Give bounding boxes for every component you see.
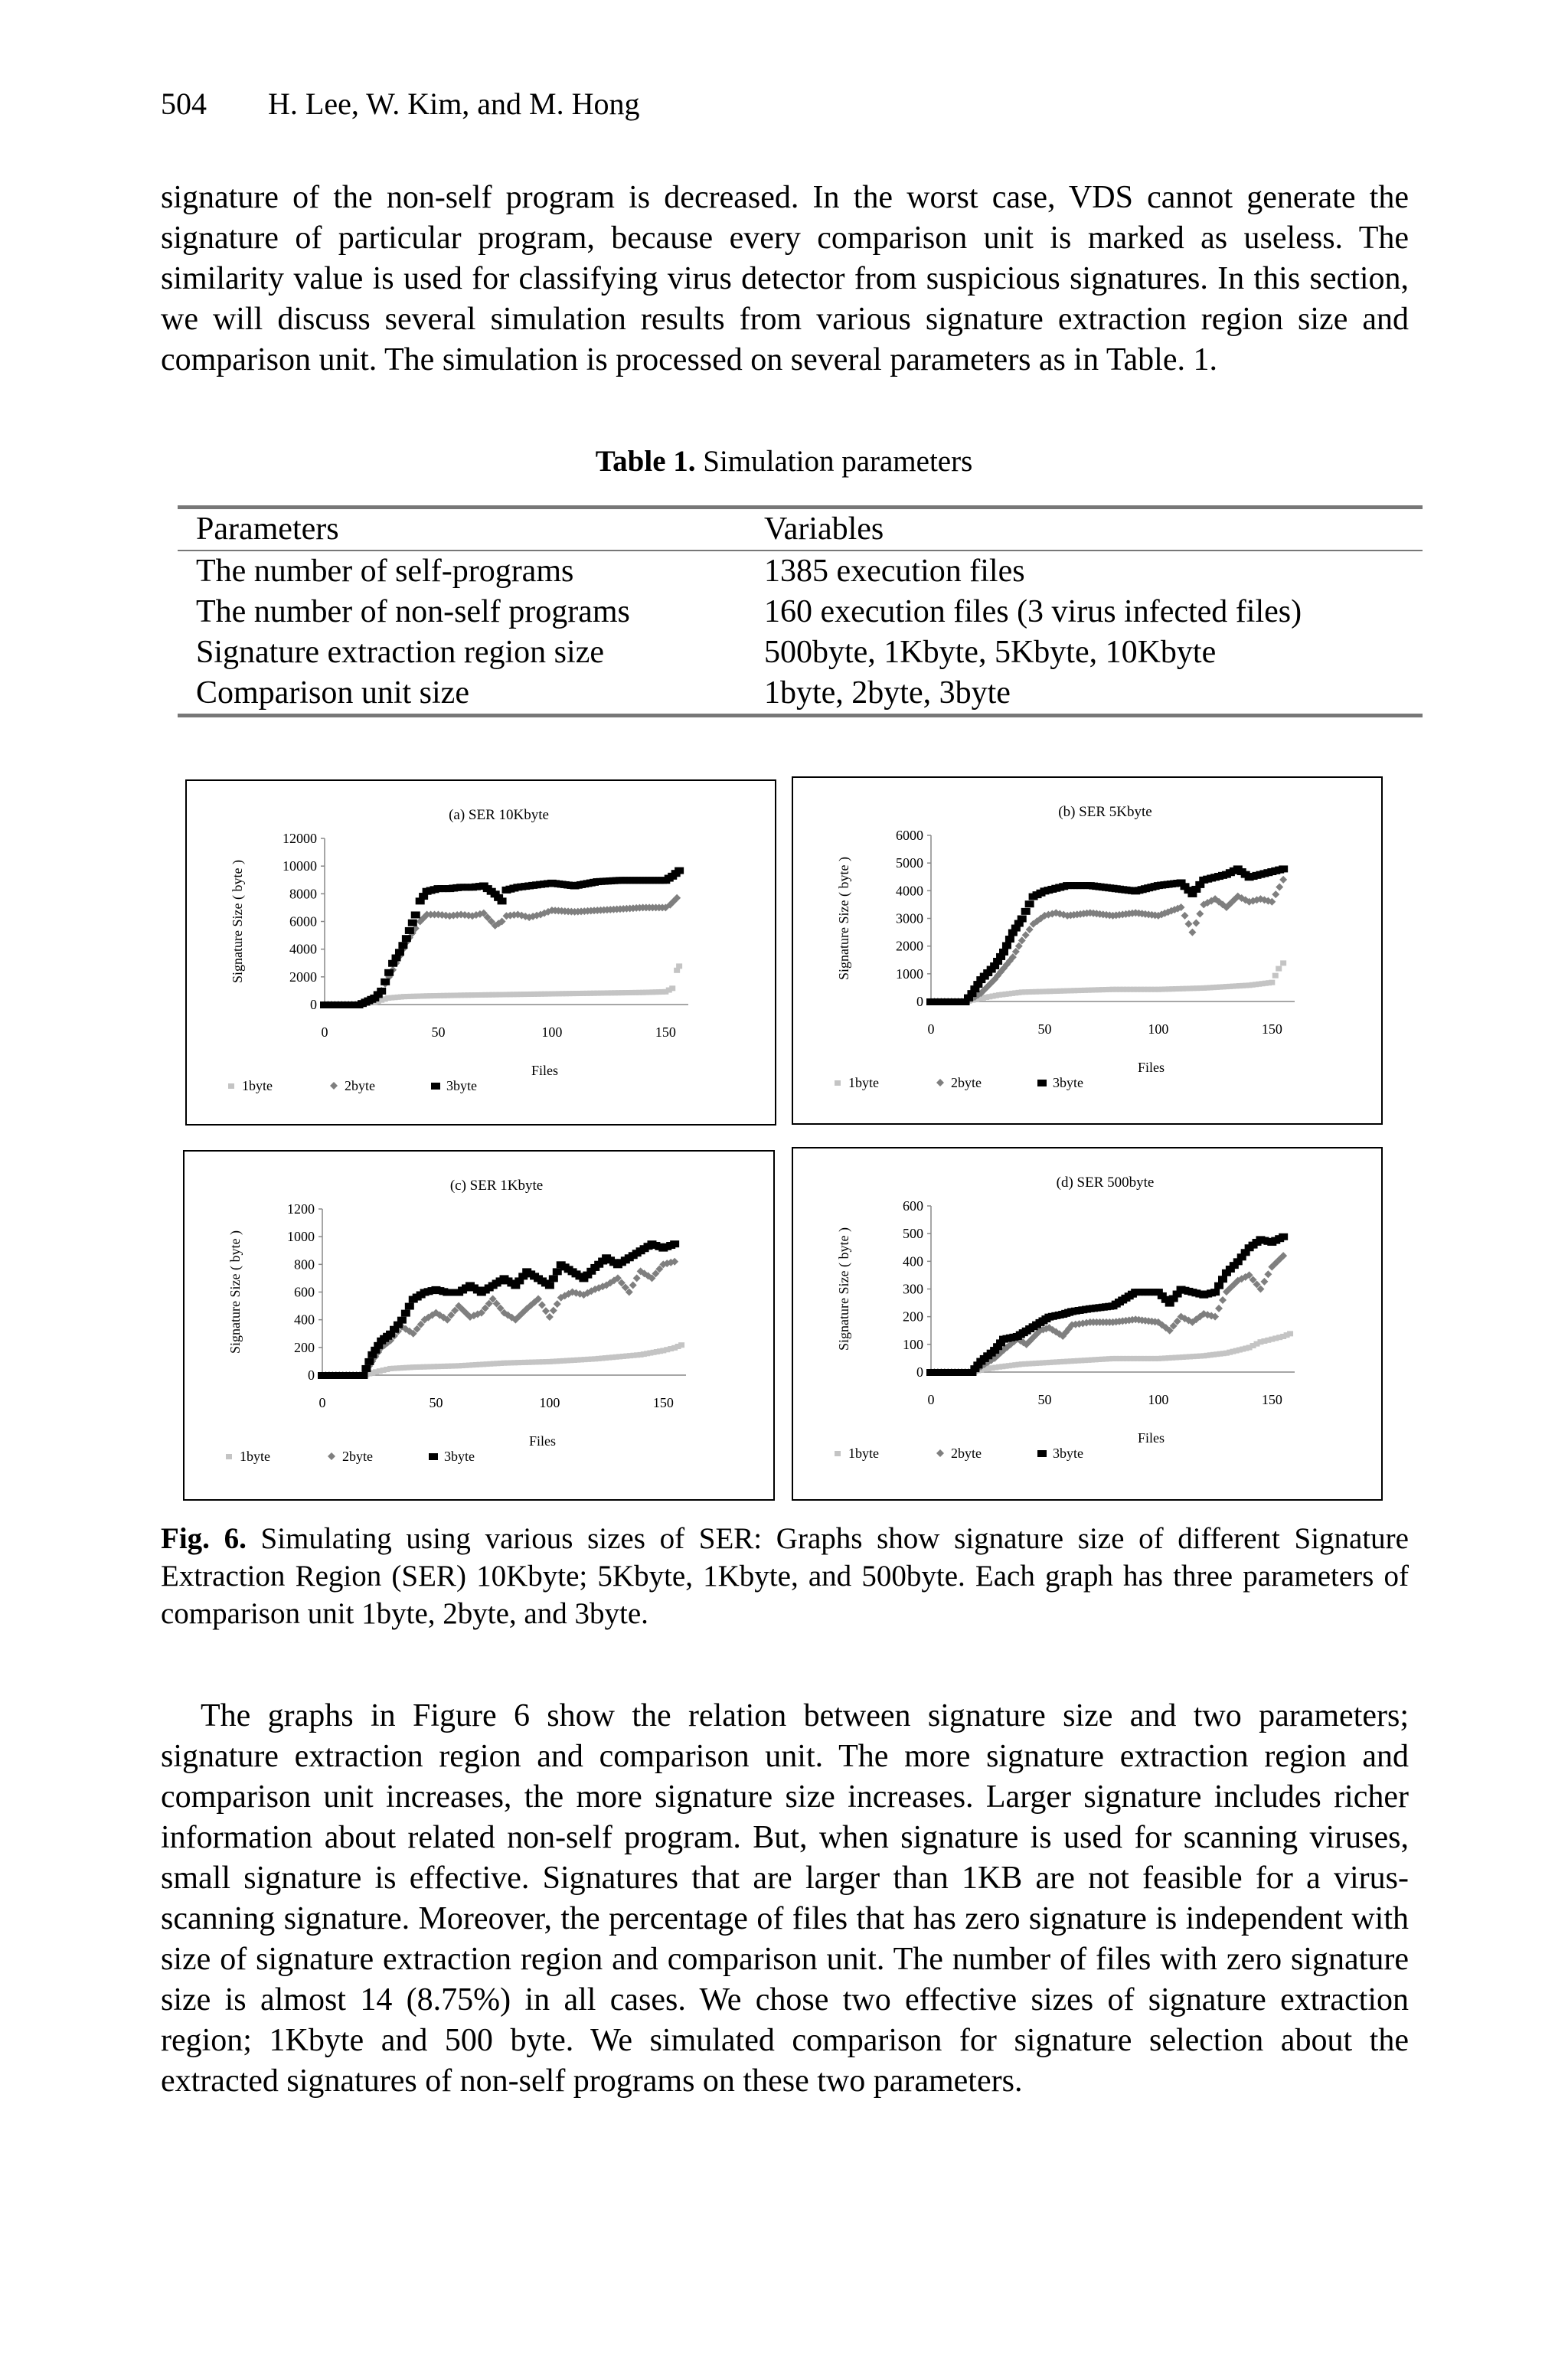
y-tick-label: 0 bbox=[310, 997, 317, 1012]
marker-2byte bbox=[629, 1281, 637, 1289]
marker-2byte bbox=[1219, 1296, 1227, 1304]
legend-item bbox=[431, 1078, 477, 1093]
x-axis-label: Files bbox=[531, 1063, 559, 1078]
x-tick-label: 0 bbox=[318, 1395, 326, 1410]
y-tick-label: 600 bbox=[294, 1284, 315, 1300]
chart-svg bbox=[793, 778, 1381, 1123]
x-tick-label: 150 bbox=[655, 1024, 676, 1040]
legend-item bbox=[226, 1449, 270, 1464]
x-tick-label: 0 bbox=[927, 1392, 935, 1407]
marker-2byte bbox=[1215, 1305, 1223, 1312]
table-cell: Signature extraction region size bbox=[196, 635, 604, 670]
paragraph-text: signature of the non-self program is decreased. In the worst case, VDS cannot generate the signature of particular program, because every comparison unit is marked as useless. The similarity value is used for classifying virus detector from suspicious signatures. In this section, we will discuss several simulation results from various signature extraction region size and comparison unit. The simulation is processed on several parameters as in Table. 1. bbox=[161, 180, 1409, 377]
marker-2byte bbox=[554, 1300, 561, 1308]
table-cell: Comparison unit size bbox=[196, 675, 469, 711]
marker-2byte bbox=[1184, 920, 1192, 928]
x-axis-label: Files bbox=[1137, 1060, 1165, 1075]
marker-3byte bbox=[381, 979, 390, 985]
marker-2byte bbox=[1022, 931, 1030, 939]
x-tick-label: 150 bbox=[1261, 1021, 1282, 1037]
table-row bbox=[178, 592, 1423, 632]
marker-2byte bbox=[1264, 1270, 1272, 1278]
marker-3byte bbox=[1214, 1282, 1223, 1289]
y-tick-label: 6000 bbox=[289, 913, 317, 930]
marker-2byte bbox=[936, 1079, 944, 1086]
table-cell: 500byte, 1Kbyte, 5Kbyte, 10Kbyte bbox=[764, 635, 1217, 670]
marker-3byte bbox=[1025, 900, 1034, 907]
paragraph-text: The graphs in Figure 6 show the relation between signature size and two parameters; signature extraction region and comparison unit. The more signature extraction region and comparison unit increases, the more signature size increases. Larger signature includes richer information about related non-self program. But, when signature is used for scanning viruses, small signature is effective. Signatures that are larger than 1KB are not feasible for a virus-scanning signature. Moreover, the percentage of files that has zero signature is independent with size of signature extraction region and comparison unit. The number of files with zero signature size is almost 14 (8.75%) in all cases. We chose two effective sizes of signature extraction region; 1Kbyte and 500 byte. We simulated comparison for signature selection about the extracted signatures of non-self programs on these two parameters. bbox=[161, 1698, 1409, 2099]
y-tick-label: 800 bbox=[294, 1256, 315, 1273]
marker-2byte bbox=[330, 1082, 338, 1090]
y-tick-label: 400 bbox=[294, 1312, 315, 1328]
marker-3byte bbox=[401, 1310, 410, 1317]
marker-1byte bbox=[1280, 960, 1286, 965]
x-axis-label: Files bbox=[1137, 1430, 1165, 1446]
y-tick-label: 8000 bbox=[289, 886, 317, 902]
marker-2byte bbox=[1260, 1278, 1268, 1286]
y-tick-label: 400 bbox=[903, 1253, 923, 1269]
x-tick-label: 100 bbox=[1148, 1021, 1169, 1037]
table-cell: The number of self-programs bbox=[196, 554, 574, 589]
x-tick-label: 100 bbox=[1148, 1392, 1169, 1407]
legend-item bbox=[936, 1446, 982, 1461]
chart-svg bbox=[185, 1152, 773, 1499]
y-axis-label: Signature Size ( byte ) bbox=[836, 857, 851, 980]
legend-label: 3byte bbox=[444, 1449, 475, 1464]
marker-3byte bbox=[402, 935, 411, 942]
marker-2byte bbox=[1196, 910, 1204, 917]
y-tick-label: 4000 bbox=[896, 883, 923, 899]
body-paragraph-2 bbox=[161, 1696, 1409, 2102]
y-tick-label: 6000 bbox=[896, 828, 923, 843]
legend-label: 2byte bbox=[951, 1075, 982, 1090]
table-caption-label: Table 1. bbox=[595, 445, 696, 478]
running-header bbox=[161, 86, 640, 122]
y-tick-label: 0 bbox=[308, 1367, 315, 1383]
legend-item bbox=[429, 1449, 475, 1464]
x-tick-label: 150 bbox=[652, 1395, 674, 1410]
marker-3byte bbox=[358, 1372, 368, 1379]
x-tick-label: 0 bbox=[927, 1021, 935, 1037]
y-tick-label: 0 bbox=[916, 994, 923, 1009]
y-tick-label: 200 bbox=[903, 1309, 923, 1325]
marker-3byte bbox=[999, 949, 1008, 956]
legend-label: 1byte bbox=[242, 1078, 273, 1093]
marker-3byte bbox=[411, 911, 420, 918]
y-tick-label: 3000 bbox=[896, 910, 923, 926]
marker-2byte bbox=[1192, 920, 1200, 927]
marker-3byte bbox=[1210, 1289, 1220, 1295]
legend-item bbox=[228, 1078, 273, 1093]
y-axis-label: Signature Size ( byte ) bbox=[230, 860, 245, 983]
y-tick-label: 1000 bbox=[287, 1229, 315, 1245]
x-tick-label: 50 bbox=[1037, 1392, 1052, 1407]
marker-3byte bbox=[395, 949, 404, 956]
header-authors: H. Lee, W. Kim, and M. Hong bbox=[268, 87, 640, 121]
legend-label: 2byte bbox=[342, 1449, 373, 1464]
chart-ser-5kbyte bbox=[792, 776, 1383, 1125]
x-tick-label: 100 bbox=[539, 1395, 560, 1410]
table-cell: 160 execution files (3 virus infected files) bbox=[764, 594, 1302, 629]
marker-3byte bbox=[1002, 942, 1011, 949]
marker-3byte bbox=[398, 942, 407, 949]
marker-3byte bbox=[431, 1083, 440, 1090]
marker-1byte bbox=[1276, 966, 1282, 972]
marker-3byte bbox=[384, 969, 394, 976]
y-tick-label: 4000 bbox=[289, 941, 317, 957]
legend-item bbox=[835, 1446, 879, 1461]
marker-2byte bbox=[538, 1301, 546, 1309]
marker-2byte bbox=[1026, 926, 1034, 933]
table-header-row bbox=[178, 508, 1423, 551]
y-axis-label: Signature Size ( byte ) bbox=[227, 1230, 243, 1354]
legend-item bbox=[328, 1449, 373, 1464]
y-tick-label: 600 bbox=[903, 1198, 923, 1214]
figure-caption bbox=[161, 1520, 1409, 1632]
marker-2byte bbox=[328, 1452, 335, 1460]
marker-3byte bbox=[377, 988, 386, 995]
marker-2byte bbox=[546, 1313, 554, 1321]
marker-3byte bbox=[1037, 1450, 1047, 1457]
marker-1byte bbox=[228, 1083, 234, 1089]
y-tick-label: 2000 bbox=[289, 969, 317, 985]
chart-title: (c) SER 1Kbyte bbox=[449, 1178, 544, 1194]
table-row bbox=[178, 673, 1423, 716]
marker-2byte bbox=[1188, 929, 1196, 936]
legend-label: 3byte bbox=[1053, 1446, 1083, 1461]
legend-label: 1byte bbox=[848, 1446, 879, 1461]
y-tick-label: 0 bbox=[916, 1364, 923, 1380]
table-cell: The number of non-self programs bbox=[196, 594, 630, 629]
y-axis-label: Signature Size ( byte ) bbox=[836, 1227, 851, 1351]
marker-3byte bbox=[549, 1275, 558, 1282]
marker-3byte bbox=[670, 1240, 679, 1247]
y-tick-label: 2000 bbox=[896, 938, 923, 954]
table-header-cell: Parameters bbox=[196, 511, 339, 547]
marker-1byte bbox=[835, 1080, 841, 1086]
legend-label: 2byte bbox=[951, 1446, 982, 1461]
marker-1byte bbox=[669, 985, 675, 991]
y-tick-label: 500 bbox=[903, 1226, 923, 1242]
table-cell: 1byte, 2byte, 3byte bbox=[764, 675, 1011, 711]
chart-ser-10kbyte bbox=[185, 779, 776, 1126]
marker-1byte bbox=[678, 1342, 684, 1348]
marker-2byte bbox=[1276, 884, 1283, 891]
marker-3byte bbox=[405, 927, 414, 934]
table-row bbox=[178, 632, 1423, 673]
marker-3byte bbox=[1037, 1080, 1047, 1086]
marker-2byte bbox=[936, 1449, 944, 1457]
marker-3byte bbox=[1021, 908, 1031, 915]
marker-3byte bbox=[397, 1317, 407, 1324]
marker-1byte bbox=[676, 963, 682, 969]
marker-1byte bbox=[1287, 1331, 1293, 1336]
marker-2byte bbox=[1181, 912, 1189, 920]
chart-title: (a) SER 10Kbyte bbox=[449, 807, 549, 823]
marker-2byte bbox=[1272, 890, 1279, 898]
x-tick-label: 100 bbox=[541, 1024, 563, 1040]
marker-3byte bbox=[1279, 1233, 1288, 1240]
marker-1byte bbox=[226, 1454, 232, 1459]
marker-3byte bbox=[405, 1303, 414, 1310]
marker-1byte bbox=[1269, 980, 1275, 985]
chart-svg bbox=[187, 781, 775, 1124]
marker-3byte bbox=[545, 1282, 554, 1289]
figure-caption-text: Simulating using various sizes of SER: Graphs show signature size of different Signature Extraction Region (SER) 10Kbyte; 5Kbyte, 1Kbyte, and 500byte. Each graph has three parameters of comparison unit 1byte, 2byte, and 3byte. bbox=[161, 1522, 1409, 1630]
y-tick-label: 5000 bbox=[896, 855, 923, 871]
marker-2byte bbox=[542, 1307, 550, 1315]
marker-3byte bbox=[1005, 936, 1014, 943]
marker-3byte bbox=[364, 1358, 374, 1365]
y-tick-label: 300 bbox=[903, 1281, 923, 1297]
x-tick-label: 50 bbox=[431, 1024, 446, 1040]
legend-label: 1byte bbox=[848, 1075, 879, 1090]
legend-item bbox=[936, 1075, 982, 1090]
marker-3byte bbox=[675, 867, 684, 874]
x-tick-label: 0 bbox=[321, 1024, 328, 1040]
marker-1byte bbox=[835, 1451, 841, 1456]
x-tick-label: 150 bbox=[1261, 1392, 1282, 1407]
marker-3byte bbox=[1218, 1276, 1227, 1282]
marker-3byte bbox=[1018, 916, 1027, 923]
legend-item bbox=[835, 1075, 879, 1090]
body-paragraph-1 bbox=[161, 178, 1409, 381]
marker-2byte bbox=[550, 1307, 557, 1315]
y-tick-label: 100 bbox=[903, 1336, 923, 1352]
figure-caption-label: Fig. 6. bbox=[161, 1522, 247, 1555]
marker-3byte bbox=[1279, 865, 1288, 872]
y-tick-label: 1200 bbox=[287, 1201, 315, 1217]
table-header-cell: Variables bbox=[764, 511, 884, 547]
x-tick-label: 50 bbox=[429, 1395, 443, 1410]
legend-item bbox=[1037, 1075, 1083, 1090]
series-3byte bbox=[320, 867, 684, 1008]
marker-1byte bbox=[1272, 973, 1279, 979]
chart-ser-1kbyte bbox=[183, 1150, 775, 1501]
y-tick-label: 200 bbox=[294, 1339, 315, 1355]
chart-title: (b) SER 5Kbyte bbox=[1058, 804, 1152, 820]
legend-label: 3byte bbox=[446, 1078, 477, 1093]
table-cell: 1385 execution files bbox=[764, 554, 1025, 589]
legend-item bbox=[1037, 1446, 1083, 1461]
y-tick-label: 10000 bbox=[283, 858, 317, 874]
marker-2byte bbox=[633, 1274, 641, 1282]
series-3byte bbox=[926, 1233, 1288, 1376]
page-number: 504 bbox=[161, 87, 207, 121]
table-row bbox=[178, 551, 1423, 592]
marker-3byte bbox=[429, 1453, 438, 1460]
x-tick-label: 50 bbox=[1037, 1021, 1052, 1037]
marker-3byte bbox=[498, 897, 507, 904]
legend-label: 2byte bbox=[345, 1078, 375, 1093]
table-caption bbox=[0, 444, 1568, 479]
marker-3byte bbox=[408, 920, 417, 926]
table-caption-text: Simulation parameters bbox=[695, 445, 973, 478]
chart-ser-500byte bbox=[792, 1147, 1383, 1501]
legend-label: 1byte bbox=[240, 1449, 270, 1464]
x-axis-label: Files bbox=[528, 1433, 557, 1449]
marker-3byte bbox=[361, 1365, 371, 1372]
marker-2byte bbox=[1279, 876, 1287, 884]
y-tick-label: 1000 bbox=[896, 965, 923, 982]
chart-svg bbox=[793, 1148, 1381, 1499]
legend-item bbox=[330, 1078, 375, 1093]
legend-label: 3byte bbox=[1053, 1075, 1083, 1090]
y-tick-label: 12000 bbox=[283, 831, 317, 846]
chart-title: (d) SER 500byte bbox=[1056, 1175, 1155, 1191]
simulation-parameters-table bbox=[178, 505, 1423, 717]
